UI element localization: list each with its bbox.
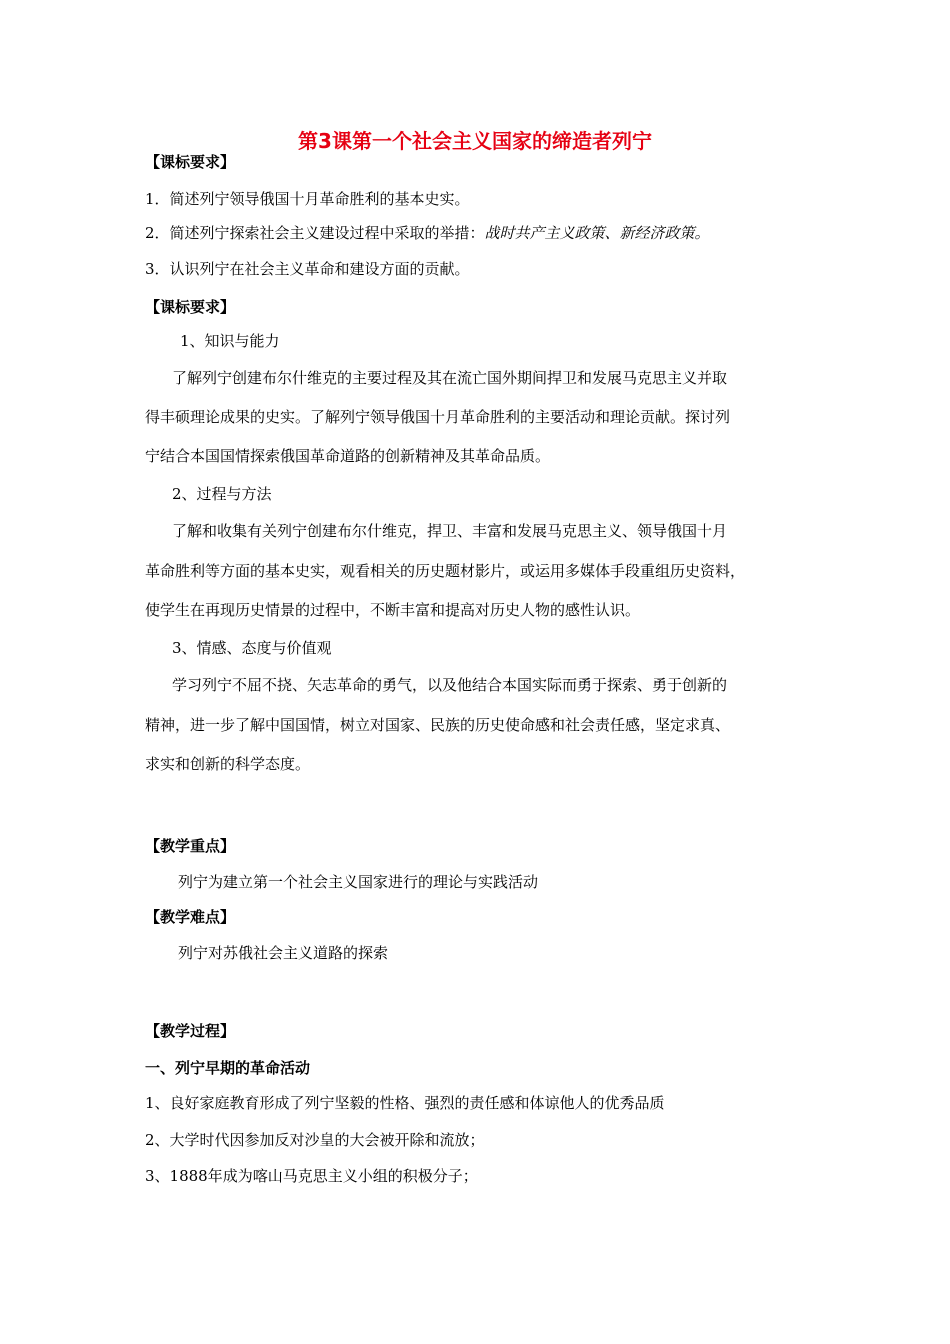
knowledge-paragraph-line-2: 得丰硕理论成果的史实。了解列宁领导俄国十月革命胜利的主要活动和理论贡献。探讨列 <box>145 408 731 426</box>
subheading-method: 2、过程与方法 <box>172 485 272 503</box>
process-item-1: 1、良好家庭教育形成了列宁坚毅的性格、强烈的责任感和体谅他人的优秀品质 <box>145 1094 665 1112</box>
part-1-heading: 一、列宁早期的革命活动 <box>145 1059 311 1077</box>
section-heading-key-point: 【教学重点】 <box>145 837 236 855</box>
process-item-2: 2、大学时代因参加反对沙皇的大会被开除和流放； <box>145 1131 485 1149</box>
difficulty-text: 列宁对苏俄社会主义道路的探索 <box>178 944 389 962</box>
requirement-item-2 <box>145 223 710 243</box>
subheading-values: 3、情感、态度与价值观 <box>172 639 332 657</box>
document-title: 第3课第一个社会主义国家的缔造者列宁 <box>298 129 652 153</box>
section-heading-difficulty: 【教学难点】 <box>145 908 236 926</box>
method-paragraph-line-3: 使学生在再现历史情景的过程中，不断丰富和提高对历史人物的感性认识。 <box>145 601 641 619</box>
knowledge-paragraph-line-3: 宁结合本国国情探索俄国革命道路的创新精神及其革命品质。 <box>145 447 551 465</box>
section-heading-requirements: 【课标要求】 <box>145 153 236 171</box>
values-paragraph-line-2: 精神，进一步了解中国国情，树立对国家、民族的历史使命感和社会责任感，坚定求真、 <box>145 716 731 734</box>
section-heading-process: 【教学过程】 <box>145 1022 236 1040</box>
process-item-3: 3、1888年成为喀山马克思主义小组的积极分子； <box>145 1167 478 1185</box>
method-paragraph-line-1: 了解和收集有关列宁创建布尔什维克，捍卫、丰富和发展马克思主义、领导俄国十月 <box>172 522 728 540</box>
section-heading-requirements-2: 【课标要求】 <box>145 298 236 316</box>
method-paragraph-line-2: 革命胜利等方面的基本史实，观看相关的历史题材影片，或运用多媒体手段重组历史资料， <box>145 562 746 580</box>
key-point-text: 列宁为建立第一个社会主义国家进行的理论与实践活动 <box>178 873 539 891</box>
values-paragraph-line-3: 求实和创新的科学态度。 <box>145 755 311 773</box>
requirement-item-2-policies: 战时共产主义政策、新经济政策。 <box>484 224 710 242</box>
subheading-knowledge: 1、知识与能力 <box>180 332 280 350</box>
requirement-item-2-text: 2．简述列宁探索社会主义建设过程中采取的举措： <box>145 224 485 242</box>
values-paragraph-line-1: 学习列宁不屈不挠、矢志革命的勇气，以及他结合本国实际而勇于探索、勇于创新的 <box>172 676 728 694</box>
requirement-item-1: 1．简述列宁领导俄国十月革命胜利的基本史实。 <box>145 190 470 208</box>
knowledge-paragraph-line-1: 了解列宁创建布尔什维克的主要过程及其在流亡国外期间捍卫和发展马克思主义并取 <box>172 369 728 387</box>
requirement-item-3: 3．认识列宁在社会主义革命和建设方面的贡献。 <box>145 260 470 278</box>
